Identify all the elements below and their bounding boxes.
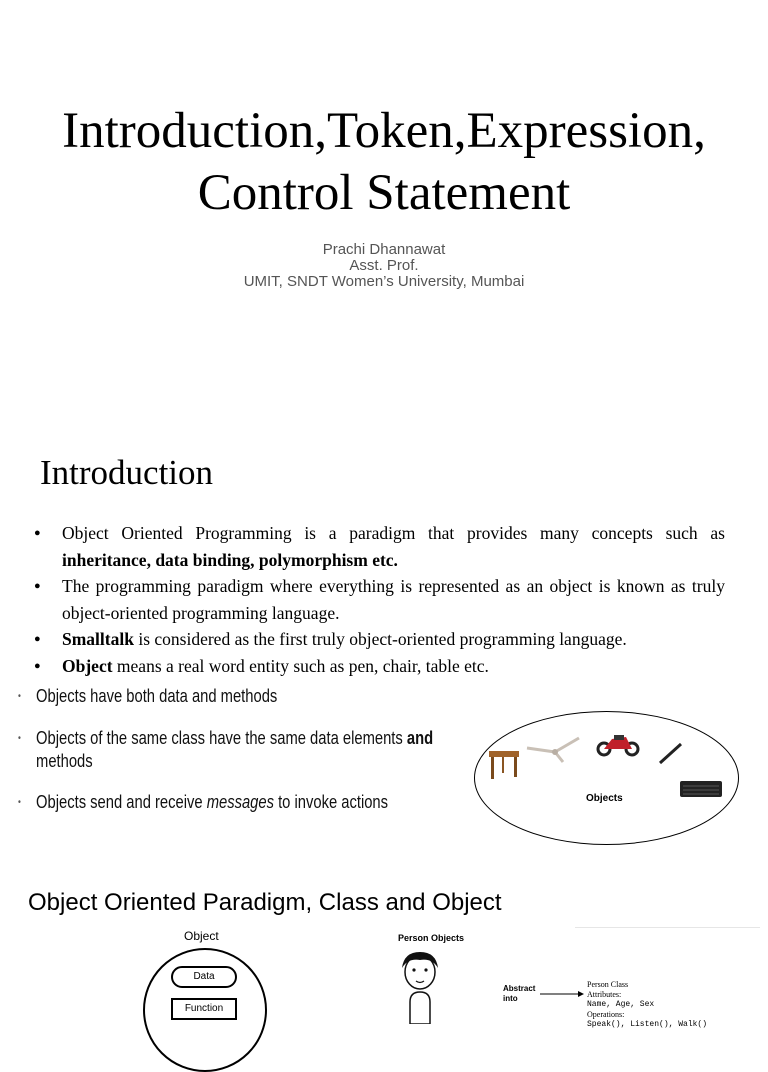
data-box: Data [171,966,237,988]
object-properties-list [18,685,458,814]
function-box: Function [171,998,237,1020]
bullet-bold-text: Smalltalk [62,629,134,649]
attributes-value: Name, Age, Sex [587,1000,655,1009]
divider [575,927,760,928]
title-line-1: Introduction,Token,Expression, [62,103,706,159]
operations-value: Speak(), Listen(), Walk() [587,1020,708,1029]
section-heading: Object Oriented Paradigm, Class and Object [28,889,502,916]
person-class-title: Person Class [587,980,629,989]
bullet-text: methods [36,751,93,771]
list-item [30,520,725,573]
abstract-into-label [503,984,535,1004]
list-item [18,685,471,708]
list-item [30,626,725,653]
bullet-italic-text: messages [206,792,274,812]
arrow-right-icon [540,990,586,998]
bullet-text: to invoke actions [273,792,389,812]
abstract-text: Abstract [503,984,536,993]
author-designation: Asst. Prof. [349,257,419,274]
author-affiliation: UMIT, SNDT Women’s University, Mumbai [243,273,525,290]
title-line-2: Control Statement [197,165,571,221]
bullet-text: is considered as the first truly object-oriented programming language. [133,629,627,649]
ceiling-fan-icon [525,734,581,764]
operations-line [587,1010,707,1030]
keyboard-icon [679,779,723,799]
attributes-line [587,990,707,1010]
list-item [30,573,725,626]
person-objects-label: Person Objects [398,933,465,943]
bullet-text: means a real word entity such as pen, chair, table etc. [112,655,489,676]
into-text: into [503,994,518,1003]
author-block [0,242,768,290]
bullet-bold-text: Object [62,655,113,676]
list-item [30,653,725,680]
bullet-bold-text: and [406,728,434,748]
section-heading: Introduction [40,453,214,492]
table-icon [488,749,520,781]
person-class-definition [587,980,707,1030]
list-item [18,727,471,773]
person-face-icon [396,948,446,1024]
intro-bullet-list [30,520,725,679]
slide-title [0,100,768,224]
author-name: Prachi Dhannawat [322,241,446,258]
bullet-text: Objects of the same class have the same data elements [36,728,407,748]
bullet-bold-text: inheritance, data binding, polymorphism etc. [62,549,398,570]
objects-caption: Objects [586,793,623,804]
operations-label: Operations: [587,1010,625,1019]
bullet-text: Objects have both data and methods [36,686,278,706]
list-item [18,791,471,814]
pen-icon [658,741,684,765]
bullet-text: Objects send and receive [36,792,207,812]
bullet-text: The programming paradigm where everything is represented as an object is known as truly object-oriented programming language. [62,576,725,623]
attributes-label: Attributes: [587,990,622,999]
object-diagram-label: Object [184,929,219,943]
motorcycle-icon [596,729,640,757]
bullet-text: Object Oriented Programming is a paradigm that provides many concepts such as [62,523,725,543]
